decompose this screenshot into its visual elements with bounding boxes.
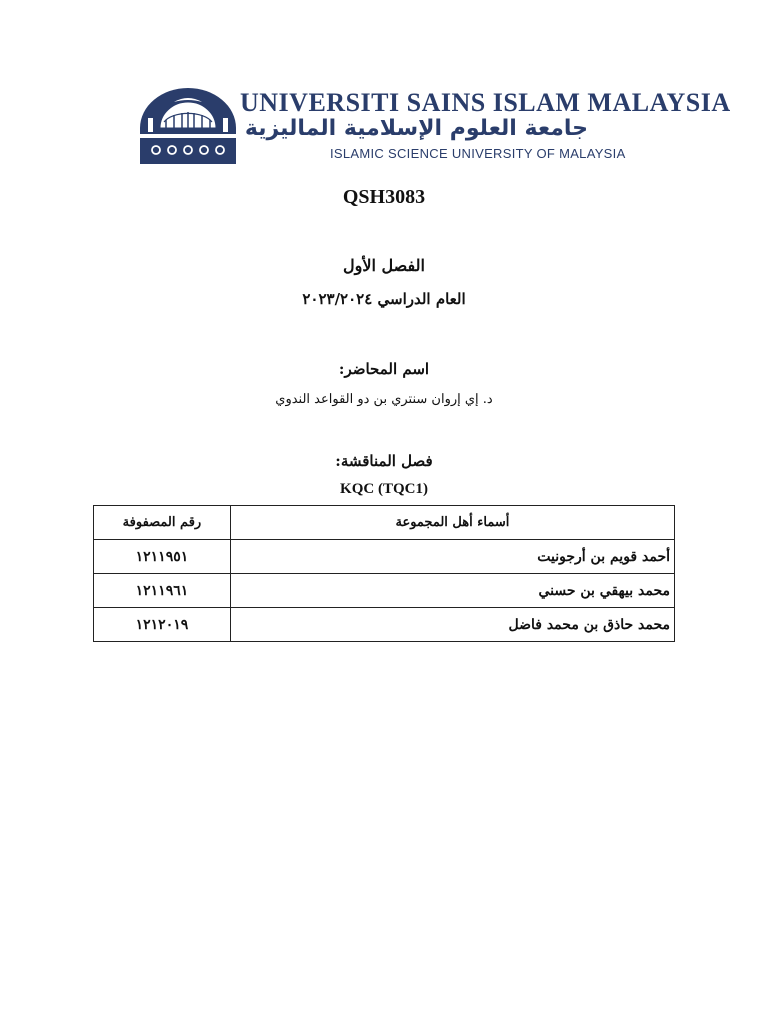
academic-year: العام الدراسي ٢٠٢٣/٢٠٢٤ [302, 290, 466, 308]
semester: الفصل الأول [343, 256, 425, 275]
member-matric: ١٢١١٩٥١ [94, 540, 231, 574]
member-matric: ١٢١٢٠١٩ [94, 608, 231, 642]
group-members-table [93, 505, 675, 642]
discussion-class-code: KQC (TQC1) [340, 481, 428, 497]
member-name: أحمد قويم بن أرجونيت [230, 540, 674, 574]
university-logo [138, 86, 731, 166]
lecturer-label: اسم المحاضر: [338, 360, 430, 378]
university-seal-icon [138, 88, 238, 164]
table-row [94, 574, 675, 608]
header-matric: رقم المصفوفة [94, 506, 231, 540]
course-code: QSH3083 [342, 186, 426, 208]
table-row [94, 540, 675, 574]
university-name-ar: جامعة العلوم الإسلامية الماليزية [244, 116, 588, 141]
lecturer-name: د. إي إروان سنتري بن دو القواعد الندوي [275, 392, 493, 407]
member-matric: ١٢١١٩٦١ [94, 574, 231, 608]
university-name-en-sub: ISLAMIC SCIENCE UNIVERSITY OF MALAYSIA [330, 146, 626, 161]
table-row [94, 608, 675, 642]
discussion-class-label: فصل المناقشة: [335, 452, 433, 470]
table-header-row [94, 506, 675, 540]
university-name-en: UNIVERSITI SAINS ISLAM MALAYSIA [240, 88, 731, 117]
member-name: محمد حاذق بن محمد فاضل [230, 608, 674, 642]
header-names: أسماء أهل المجموعة [230, 506, 674, 540]
member-name: محمد بيهقي بن حسني [230, 574, 674, 608]
